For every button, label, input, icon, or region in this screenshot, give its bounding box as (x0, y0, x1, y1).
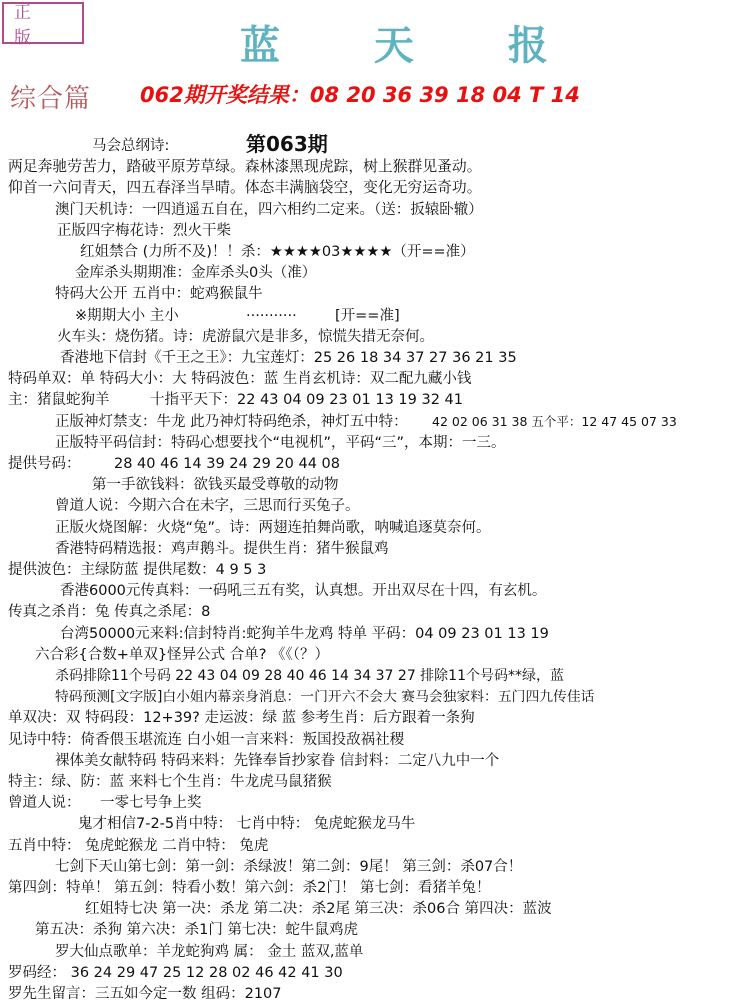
text-line: 正版神灯禁支：牛龙 此乃神灯特码绝杀，神灯五中特： (55, 413, 408, 430)
edition-badge: 正 版 (2, 2, 84, 44)
text-line: 鬼才相信7-2-5肖中特： 七肖中特： 兔虎蛇猴龙马牛 (78, 816, 416, 833)
text-line: 香港6000元传真料：一码吼三五有奖，认真想。开出双尽在十四，有玄机。 (60, 583, 547, 600)
text-line: 正版特平码信封：特码心想要找个“电视机”，平码“三”，本期：一三。 (55, 434, 506, 451)
text-line: 42 02 06 31 38 五个平：12 47 45 07 33 (432, 413, 677, 429)
text-line: 罗大仙点歌单：羊龙蛇狗鸡 属： 金土 蓝双,蓝单 (55, 943, 364, 960)
text-line: 28 40 46 14 39 24 29 20 44 08 (114, 456, 340, 472)
draw-result: 062期开奖结果：08 20 36 39 18 04 T 14 (140, 83, 580, 107)
section-title: 综合篇 (10, 84, 92, 114)
text-line: 两足奔驰劳苦力，踏破平原芳草绿。森林漆黑现虎踪，树上猴群见蚤动。 (8, 158, 482, 176)
text-line: 马会总纲诗: (92, 138, 170, 154)
text-line: 金库杀头期期准：金库杀头0头（准） (75, 265, 317, 282)
text-line: 特主：绿、防：蓝 来料七个生肖：牛龙虎马鼠猪猴 (8, 774, 332, 790)
text-line: 正版火烧图解：火烧“兔”。诗：两翅连拍舞尚歌，呐喊追逐莫奈何。 (55, 519, 491, 536)
text-line: 罗先生留言：三五如今定一数 组码：2107 (8, 986, 282, 1002)
dots-separator: ··········· (246, 307, 297, 324)
text-line: 见诗中特：倚香偎玉堪流连 白小姐一言来料：叛国投敌祸社稷 (8, 731, 405, 748)
text-line: 台湾50000元来料:信封特肖:蛇狗羊牛龙鸡 特单 平码：04 09 23 01 13 19 (60, 625, 549, 642)
text-line: 一零七号争上奖 (100, 795, 202, 812)
text-line: [开==准] (335, 307, 400, 324)
text-line: 仰首一六问青天，四五春泽当旱晴。体态丰满脑袋空，变化无穷运奇功。 (8, 179, 482, 197)
text-line: 特码预测[文字版]白小姐内幕亲身消息：一门开六不会大 赛马会独家料：五门四九传佳话 (55, 689, 595, 706)
text-line: 裸体美女献特码 特码来料：先锋奉旨抄家眷 信封料：二定八九中一个 (55, 752, 500, 769)
text-line: 第四剑：特单！ 第五剑：特看小数！第六剑：杀2门！ 第七剑：看猪羊兔！ (8, 880, 491, 896)
text-line: 澳门天机诗：一四逍遥五自在，四六相约二定来。（送：扳辕卧辙） (55, 201, 483, 218)
text-line: 提供波色：主绿防蓝 提供尾数：4 9 5 3 (8, 562, 267, 578)
text-line: 提供号码： (8, 456, 81, 472)
text-line: 香港特码精选报：鸡声鹅斗。提供生肖：猪牛猴鼠鸡 (55, 540, 389, 557)
text-line: 五肖中特： 兔虎蛇猴龙 二肖中特： 兔虎 (8, 837, 269, 854)
text-line: 六合彩{合数+单双}怪异公式 合单? 《《（？） (35, 646, 330, 663)
text-line: 七剑下天山第七剑：第一剑：杀绿波！第二剑：9尾！ 第三剑：杀07合！ (55, 858, 523, 875)
newspaper-title: 蓝 天 报 (240, 22, 588, 69)
text-line: 十指平天下：22 43 04 09 23 01 13 19 32 41 (150, 392, 463, 409)
text-line: 火车头：烧伤猪。诗：虎游鼠穴是非多，惊慌失措无奈何。 (57, 328, 434, 345)
text-line: 曾道人说：今期六合在未字，三思而行买兔子。 (55, 498, 360, 515)
text-line: 第五决：杀狗 第六决：杀1门 第七决：蛇牛鼠鸡虎 (35, 922, 358, 939)
text-line: 正版四字梅花诗：烈火干柴 (57, 222, 231, 239)
text-line: 第一手欲钱料：欲钱买最受尊敬的动物 (92, 477, 339, 494)
text-line: 曾道人说： (8, 795, 81, 812)
text-line: 主：猪鼠蛇狗羊 (8, 392, 110, 409)
text-line: 香港地下信封《千王之王》：九宝莲灯：25 26 18 34 37 27 36 21 35 (60, 350, 517, 366)
text-line: 红姐禁合 (力所不及)！！杀：★★★★03★★★★（开==准） (80, 244, 475, 260)
text-line: 传真之杀肖：兔 传真之杀尾：8 (8, 604, 211, 621)
text-line: ※期期大小 主小 (75, 307, 179, 324)
issue-number: 第063期 (246, 132, 328, 156)
text-line: 特码大公开 五肖中：蛇鸡猴鼠牛 (55, 286, 263, 303)
text-line: 红姐特七决 第一决：杀龙 第二决：杀2尾 第三决：杀06合 第四决：蓝波 (85, 901, 552, 918)
text-line: 特码单双：单 特码大小：大 特码波色：蓝 生肖玄机诗：双二配九藏小钱 (8, 371, 472, 388)
text-line: 罗码经： 36 24 29 47 25 12 28 02 46 42 41 30 (8, 964, 343, 981)
text-line: 单双决：双 特码段：12+39? 走运波：绿 蓝 参考生肖：后方跟着一条狗 (8, 710, 475, 727)
text-line: 杀码排除11个号码 22 43 04 09 28 40 46 14 34 37 27 排除11个号码**绿，蓝 (55, 668, 564, 684)
